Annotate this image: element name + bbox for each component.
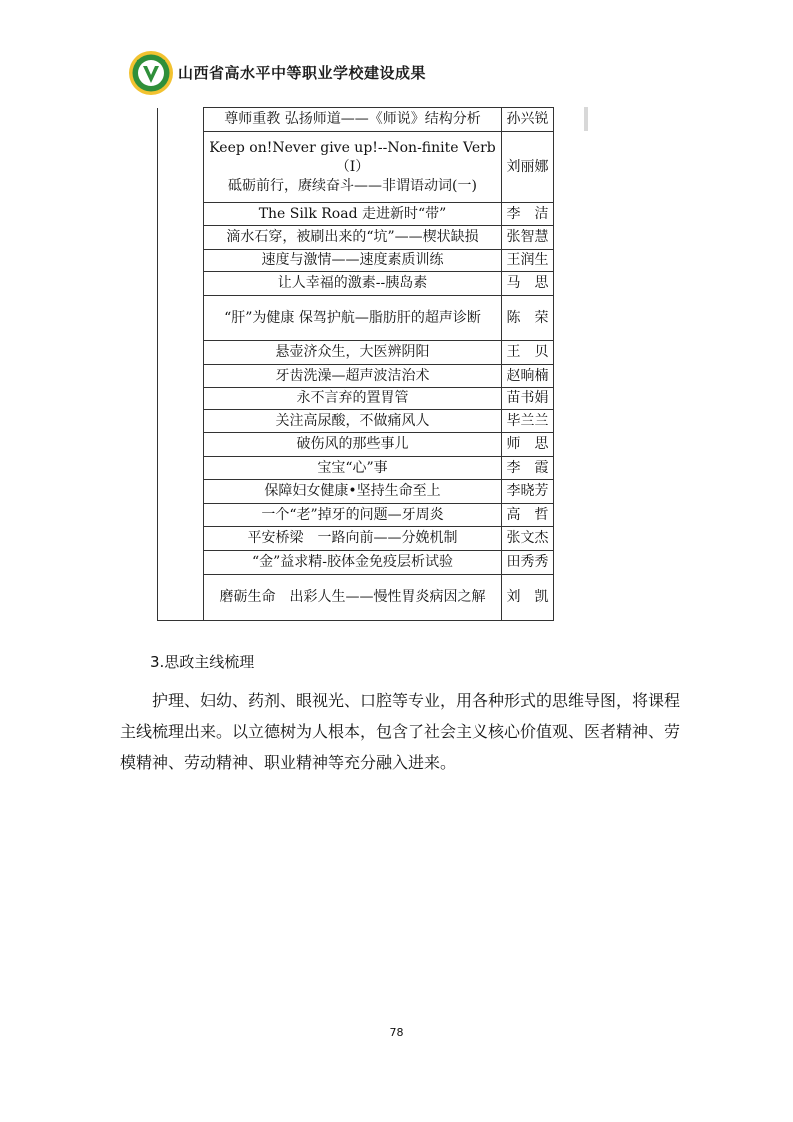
teacher-name-cell: 高 哲 [502,504,554,527]
course-title-cell: 保障妇女健康•坚持生命至上 [204,480,502,504]
course-title-cell: “金”益求精-胶体金免疫层析试验 [204,551,502,575]
course-title-cell: 宝宝“心”事 [204,457,502,480]
teacher-name-cell: 赵晌楠 [502,365,554,388]
course-title-cell: 永不言弃的置胃管 [204,388,502,410]
teacher-name-cell: 王润生 [502,250,554,272]
table-row [158,272,554,296]
table-row [158,365,554,388]
course-table [157,107,554,621]
course-title-cell: “肝”为健康 保驾护航—脂肪肝的超声诊断 [204,296,502,341]
teacher-name-cell: 李晓芳 [502,480,554,504]
table-row [158,296,554,341]
table-row [158,457,554,480]
table-row [158,551,554,575]
table-row [158,226,554,250]
teacher-name-cell: 马 思 [502,272,554,296]
teacher-name-cell: 师 思 [502,433,554,457]
teacher-name-cell: 李 洁 [502,203,554,226]
course-title-cell: 平安桥梁 一路向前——分娩机制 [204,527,502,551]
category-cell [158,108,204,621]
school-emblem-icon [128,50,174,96]
header-title: 山西省高水平中等职业学校建设成果 [178,64,427,82]
page-header [128,50,648,96]
course-title-cell: 磨砺生命 出彩人生——慢性胃炎病因之解 [204,575,502,621]
table-row [158,132,554,203]
course-title-cell: Keep on!Never give up!--Non-finite Verb（I） 砥砺前行，赓续奋斗——非谓语动词(一) [204,132,502,203]
section-paragraph: 护理、妇幼、药剂、眼视光、口腔等专业，用各种形式的思维导图，将课程主线梳理出来。以立德树为人根本，包含了社会主义核心价值观、医者精神、劳模精神、劳动精神、职业精神等充分融入进来。 [120,691,681,772]
course-title-cell: 一个“老”掉牙的问题—牙周炎 [204,504,502,527]
table-row [158,203,554,226]
teacher-name-cell: 陈 荣 [502,296,554,341]
course-title-cell: 悬壶济众生，大医辨阴阳 [204,341,502,365]
section-heading: 3.思政主线梳理 [150,653,255,671]
scan-edge-shadow [584,107,588,131]
course-title-cell: 滴水石穿，被刷出来的“坑”——楔状缺损 [204,226,502,250]
table-row [158,433,554,457]
teacher-name-cell: 苗书娟 [502,388,554,410]
course-title-cell: 让人幸福的激素--胰岛素 [204,272,502,296]
table-row [158,410,554,433]
teacher-name-cell: 张智慧 [502,226,554,250]
teacher-name-cell: 刘丽娜 [502,132,554,203]
table-row [158,108,554,132]
table-row [158,504,554,527]
table-row [158,250,554,272]
course-title-cell: 尊师重教 弘扬师道——《师说》结构分析 [204,108,502,132]
page-number: 78 [389,1026,404,1039]
teacher-name-cell: 田秀秀 [502,551,554,575]
course-title-cell: The Silk Road 走进新时“带” [204,203,502,226]
course-title-cell: 关注高尿酸，不做痛风人 [204,410,502,433]
table-row [158,480,554,504]
course-title-cell: 速度与激情——速度素质训练 [204,250,502,272]
table-row [158,388,554,410]
teacher-name-cell: 张文杰 [502,527,554,551]
table-row [158,575,554,621]
teacher-name-cell: 毕兰兰 [502,410,554,433]
table-row [158,527,554,551]
teacher-name-cell: 孙兴锐 [502,108,554,132]
teacher-name-cell: 李 霞 [502,457,554,480]
teacher-name-cell: 王 贝 [502,341,554,365]
course-title-cell: 破伤风的那些事儿 [204,433,502,457]
teacher-name-cell: 刘 凯 [502,575,554,621]
table-row [158,341,554,365]
course-title-cell: 牙齿洗澡—超声波洁治术 [204,365,502,388]
